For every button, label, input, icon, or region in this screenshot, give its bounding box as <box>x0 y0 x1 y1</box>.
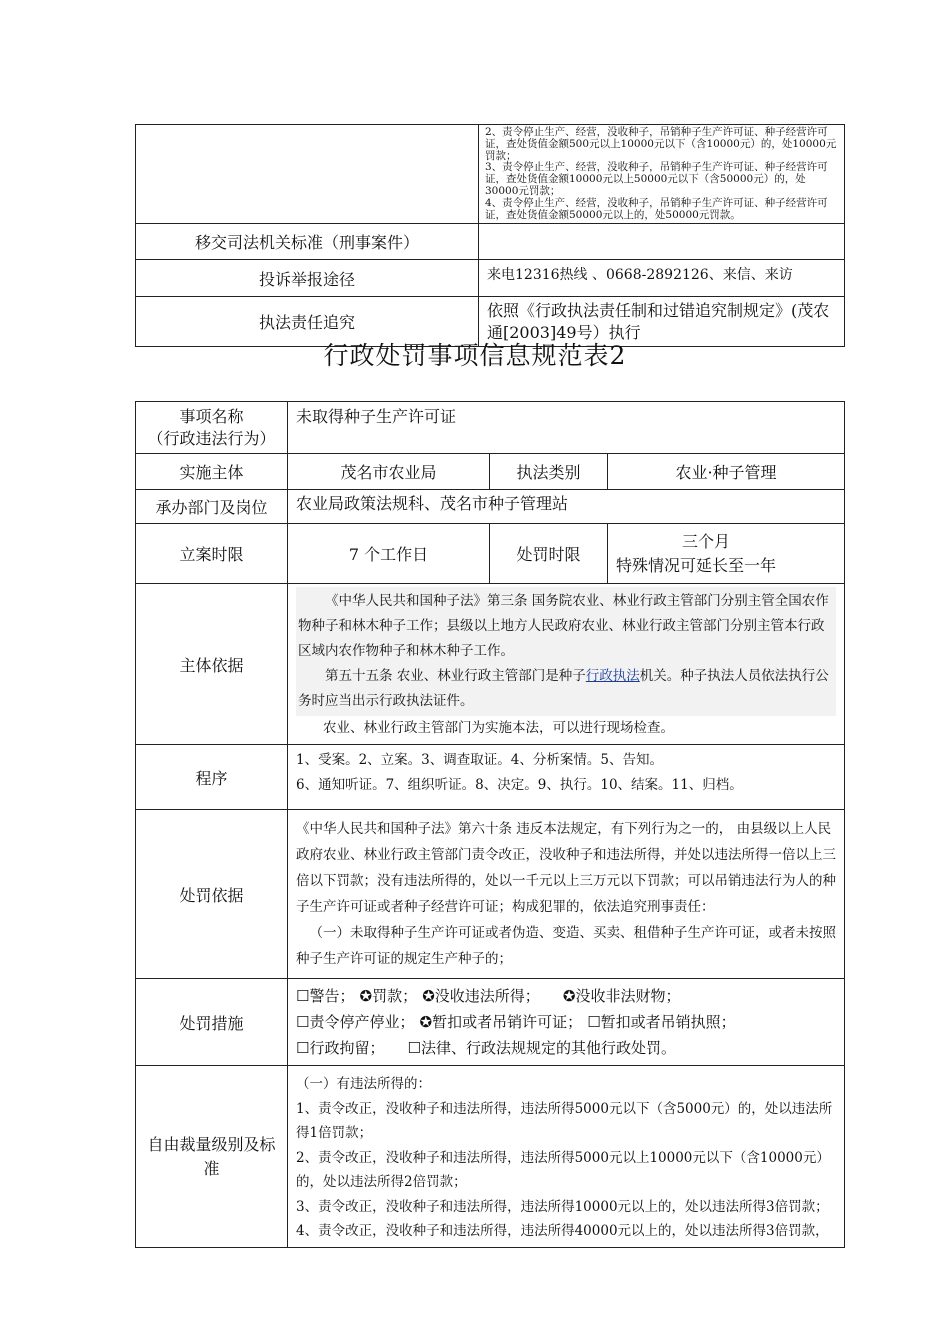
discretion-line: 3、责令改正，没收种子和违法所得，违法所得10000元以上的，处以违法所得3倍罚款； <box>296 1198 829 1215</box>
level-line: 3、责令停止生产、经营，没收种子，吊销种子生产许可证、种子经营许可证，查处货值金额10000元以上50000元以下（含50000元）的，处30000元罚款； <box>485 161 828 197</box>
top-blank-cell <box>136 125 479 224</box>
procedure-line: 6、通知听证。7、组织听证。8、决定。9、执行。10、结案。11、归档。 <box>296 777 743 793</box>
discretion-label: 自由裁量级别及标准 <box>136 1066 288 1248</box>
measure-option: ✪暂扣或者吊销许可证； <box>419 1013 583 1031</box>
accountability-value: 依照《行政执法责任制和过错追究制规定》(茂农通[2003]49号）执行 <box>479 297 845 347</box>
measures-label: 处罚措施 <box>136 979 288 1066</box>
dept-value: 农业局政策法规科、茂名市种子管理站 <box>288 490 845 524</box>
penalty-time-line1: 三个月 <box>682 531 731 551</box>
basis-paragraph: 《中华人民共和国种子法》第三条 国务院农业、林业行政主管部门分别主管全国农作物种子和林木种子工作；县级以上地方人民政府农业、林业行政主管部门分别主管本行政区域内农作物种子和林木种子工作。 <box>298 593 829 659</box>
subject-label: 实施主体 <box>136 454 288 490</box>
penalty-time-line2: 特殊情况可延长至一年 <box>616 555 777 575</box>
top-table <box>135 124 845 347</box>
accountability-label: 执法责任追究 <box>136 297 479 347</box>
level-line: 2、责令停止生产、经营，没收种子，吊销种子生产许可证、种子经营许可证，查处货值金额500元以上10000元以下（含10000元）的，处10000元罚款； <box>485 126 837 162</box>
penalty-basis-paragraph: 《中华人民共和国种子法》第六十条 违反本法规定，有下列行为之一的， 由县级以上人民政府农业、林业行政主管部门责令改正，没收种子和违法所得，并处以违法所得一倍以上三倍以下罚款；没有违法所得的，处以一千元以上三万元以下罚款；可以吊销违法行为人的种子生产许可证或者种子经营许可证；构成犯罪的，依法追究刑事责任： <box>296 821 836 915</box>
procedure-value <box>288 745 845 810</box>
page-title: 行政处罚事项信息规范表2 <box>323 341 627 370</box>
measures-row <box>296 1009 836 1035</box>
penalty-basis-label: 处罚依据 <box>136 810 288 979</box>
procedure-line: 1、受案。2、立案。3、调查取证。4、分析案情。5、告知。 <box>296 752 663 768</box>
basis-label: 主体依据 <box>136 584 288 745</box>
penalty-time-label: 处罚时限 <box>490 524 608 584</box>
measures-row <box>296 983 836 1009</box>
procedure-label: 程序 <box>136 745 288 810</box>
basis-highlight <box>296 587 836 716</box>
measure-option: ☐行政拘留； <box>296 1039 385 1057</box>
penalty-time-value <box>608 524 845 584</box>
basis-paragraph <box>298 664 834 714</box>
filing-value: 7 个工作日 <box>288 524 490 584</box>
penalty-basis-paragraph: （一）未取得种子生产许可证或者伪造、变造、买卖、租借种子生产许可证，或者未按照种子生产许可证的规定生产种子的； <box>296 925 836 967</box>
discretion-line: 1、责令改正，没收种子和违法所得，违法所得5000元以下（含5000元）的，处以违法所得1倍罚款； <box>296 1100 833 1141</box>
transfer-label: 移交司法机关标准（刑事案件） <box>136 224 479 260</box>
filing-label: 立案时限 <box>136 524 288 584</box>
basis-text: 机关。种子执法人员依法执行公务时应当出示行政执法证件。 <box>298 668 829 709</box>
penalty-levels-cell <box>479 125 845 224</box>
measure-option: ☐警告； <box>296 987 355 1005</box>
penalty-basis-value <box>288 810 845 979</box>
measure-option: ✪没收违法所得； <box>422 987 540 1005</box>
measures-row <box>296 1035 836 1061</box>
measure-option: ☐法律、行政法规规定的其他行政处罚。 <box>407 1039 676 1057</box>
item-name-value: 未取得种子生产许可证 <box>288 402 845 454</box>
discretion-line: （一）有违法所得的： <box>296 1076 431 1092</box>
measures-value <box>288 979 845 1066</box>
discretion-line: 2、责令改正，没收种子和违法所得，违法所得5000元以上10000元以下（含10000元）的，处以违法所得2倍罚款； <box>296 1149 830 1190</box>
basis-text: 第五十五条 农业、林业行政主管部门是种子 <box>325 668 586 684</box>
transfer-value <box>479 224 845 260</box>
subject-value: 茂名市农业局 <box>288 454 490 490</box>
category-value: 农业·种子管理 <box>608 454 845 490</box>
level-line: 4、责令停止生产、经营，没收种子，吊销种子生产许可证、种子经营许可证，查处货值金额50000元以上的，处50000元罚款。 <box>485 196 828 221</box>
basis-paragraph: 农业、林业行政主管部门为实施本法，可以进行现场检查。 <box>323 720 674 736</box>
complaint-value: 来电12316热线 、0668-2892126、来信、来访 <box>479 260 845 297</box>
item-label-line2: （行政违法行为） <box>147 428 276 448</box>
category-label: 执法类别 <box>490 454 608 490</box>
measure-option: ✪没收非法财物； <box>562 987 681 1005</box>
measure-option: ☐责令停产停业； <box>296 1013 415 1031</box>
item-name-label <box>136 402 288 454</box>
dept-label: 承办部门及岗位 <box>136 490 288 524</box>
penalty-info-table <box>135 401 845 1248</box>
complaint-label: 投诉举报途径 <box>136 260 479 297</box>
discretion-value <box>288 1066 845 1248</box>
measure-option: ✪罚款； <box>359 987 418 1005</box>
item-label-line1: 事项名称 <box>179 406 244 426</box>
discretion-line: 4、责令改正，没收种子和违法所得，违法所得40000元以上的，处以违法所得3倍罚款， <box>296 1223 829 1239</box>
measure-option: ☐暂扣或者吊销执照； <box>587 1013 736 1031</box>
law-enforcement-link[interactable]: 行政执法 <box>585 668 640 684</box>
basis-value <box>288 584 845 745</box>
